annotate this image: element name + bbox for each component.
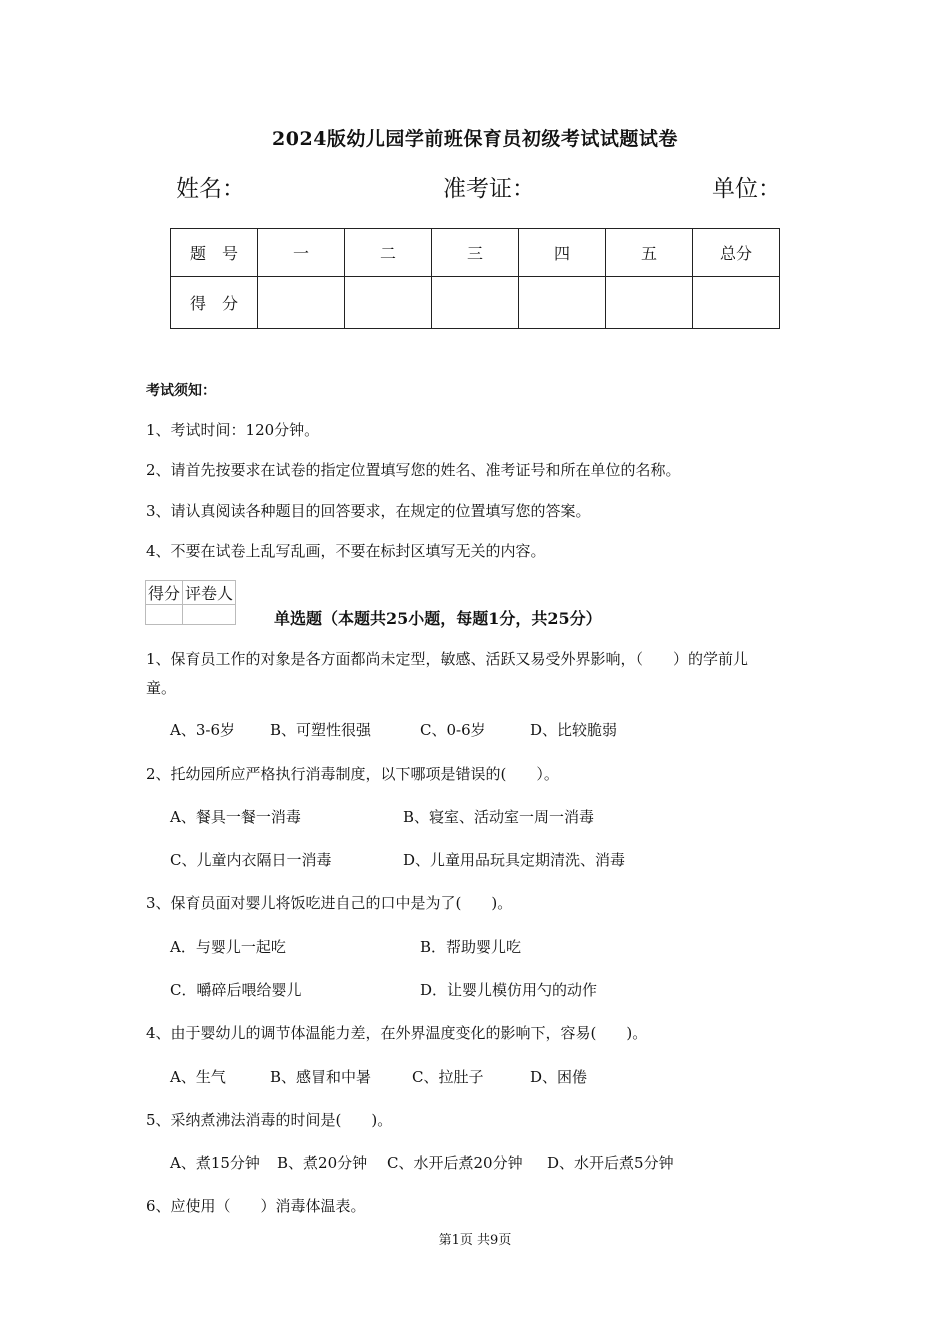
header-cell: 二 xyxy=(345,229,432,277)
question-stem: 1、保育员工作的对象是各方面都尚未定型，敏感、活跃又易受外界影响，（ ）的学前儿 xyxy=(146,650,749,668)
question-stem: 5、采纳煮沸法消毒的时间是( )。 xyxy=(146,1111,393,1129)
option-b[interactable]: B、可塑性很强 xyxy=(270,721,372,739)
option-a[interactable]: A、餐具一餐一消毒 xyxy=(170,808,301,826)
score-cell[interactable] xyxy=(432,277,519,329)
notice-item: 4、不要在试卷上乱写乱画，不要在标封区填写无关的内容。 xyxy=(146,542,546,560)
row-label-cell: 得 分 xyxy=(171,277,258,329)
option-d[interactable]: D．让婴儿模仿用勺的动作 xyxy=(420,981,598,999)
notice-item: 3、请认真阅读各种题目的回答要求，在规定的位置填写您的答案。 xyxy=(146,502,591,520)
header-cell: 一 xyxy=(258,229,345,277)
page-title: 2024版幼儿园学前班保育员初级考试试题试卷 xyxy=(272,128,678,150)
option-c[interactable]: C．嚼碎后喂给婴儿 xyxy=(170,981,302,999)
option-d[interactable]: D、儿童用品玩具定期清洗、消毒 xyxy=(403,851,626,869)
grader-box xyxy=(145,580,236,625)
option-a[interactable]: A、3-6岁 xyxy=(170,721,235,739)
score-cell[interactable] xyxy=(519,277,606,329)
question-stem: 童。 xyxy=(146,679,177,697)
option-d[interactable]: D、比较脆弱 xyxy=(530,721,618,739)
grader-name-label: 评卷人 xyxy=(183,581,236,605)
option-d[interactable]: D、水开后煮5分钟 xyxy=(547,1154,674,1172)
notice-item: 2、请首先按要求在试卷的指定位置填写您的姓名、准考证号和所在单位的名称。 xyxy=(146,461,681,479)
question-stem: 6、应使用（ ）消毒体温表。 xyxy=(146,1197,366,1215)
header-cell: 五 xyxy=(606,229,693,277)
option-a[interactable]: A、煮15分钟 xyxy=(170,1154,260,1172)
option-c[interactable]: C、儿童内衣隔日一消毒 xyxy=(170,851,332,869)
header-cell: 三 xyxy=(432,229,519,277)
score-table xyxy=(170,228,780,329)
name-field-label: 姓名： xyxy=(176,176,245,202)
option-b[interactable]: B、寝室、活动室一周一消毒 xyxy=(403,808,595,826)
question-stem: 4、由于婴幼儿的调节体温能力差，在外界温度变化的影响下，容易( )。 xyxy=(146,1024,648,1042)
score-table-header-row xyxy=(171,229,780,277)
option-b[interactable]: B、煮20分钟 xyxy=(277,1154,368,1172)
grader-score-cell[interactable] xyxy=(146,605,183,625)
score-cell[interactable] xyxy=(345,277,432,329)
option-d[interactable]: D、困倦 xyxy=(530,1068,588,1086)
section-title: 单选题（本题共25小题，每题1分，共25分） xyxy=(274,609,602,628)
question-stem: 2、托幼园所应严格执行消毒制度，以下哪项是错误的( ）。 xyxy=(146,765,559,783)
grader-name-cell[interactable] xyxy=(183,605,236,625)
option-b[interactable]: B．帮助婴儿吃 xyxy=(420,938,522,956)
notice-heading: 考试须知： xyxy=(146,383,216,399)
header-cell: 四 xyxy=(519,229,606,277)
score-cell[interactable] xyxy=(693,277,780,329)
option-b[interactable]: B、感冒和中暑 xyxy=(270,1068,372,1086)
option-c[interactable]: C、0-6岁 xyxy=(420,721,486,739)
header-cell: 题 号 xyxy=(171,229,258,277)
score-cell[interactable] xyxy=(606,277,693,329)
option-c[interactable]: C、拉肚子 xyxy=(412,1068,484,1086)
score-cell[interactable] xyxy=(258,277,345,329)
question-stem: 3、保育员面对婴儿将饭吃进自己的口中是为了( )。 xyxy=(146,894,513,912)
ticket-field-label: 准考证： xyxy=(443,176,535,202)
header-cell: 总分 xyxy=(693,229,780,277)
option-a[interactable]: A．与婴儿一起吃 xyxy=(170,938,286,956)
score-table-score-row xyxy=(171,277,780,329)
unit-field-label: 单位： xyxy=(712,176,781,202)
page-footer: 第1页 共9页 xyxy=(438,1233,512,1248)
notice-item: 1、考试时间：120分钟。 xyxy=(146,421,320,439)
option-a[interactable]: A、生气 xyxy=(170,1068,226,1086)
option-c[interactable]: C、水开后煮20分钟 xyxy=(387,1154,523,1172)
grader-score-label: 得分 xyxy=(146,581,183,605)
